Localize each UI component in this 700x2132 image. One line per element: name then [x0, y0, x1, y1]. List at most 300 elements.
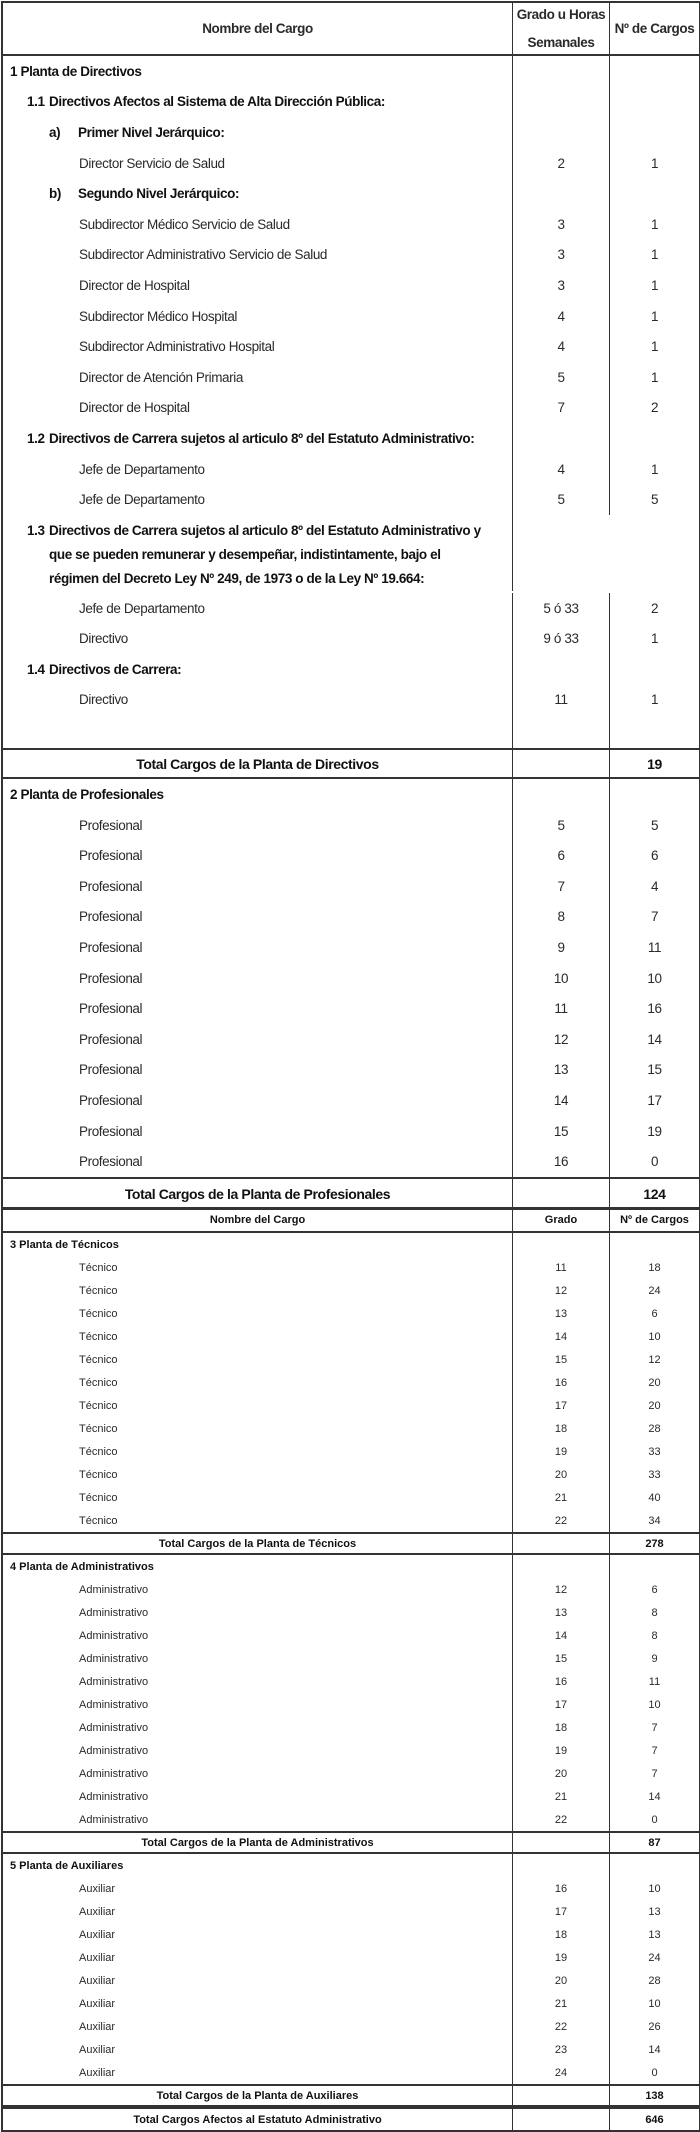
grado-value: 11 [555, 1261, 567, 1274]
grado-cell [513, 1463, 610, 1486]
cargo-cell [3, 331, 513, 362]
grado-cell [513, 1509, 610, 1532]
cargo-cell [3, 2038, 513, 2061]
count-value: 4 [650, 878, 659, 894]
cargo-cell [3, 715, 513, 748]
grado-cell [513, 240, 610, 271]
count-cell [610, 1085, 699, 1116]
grado-value: 9 [557, 940, 565, 956]
table-row [3, 2038, 699, 2061]
count-cell [610, 1946, 699, 1969]
total-count: 124 [643, 1185, 666, 1202]
total-count: 138 [645, 2089, 664, 2102]
count-value: 6 [650, 848, 659, 864]
count-value: 0 [651, 1813, 658, 1826]
cargo-cell [3, 1371, 513, 1394]
cargo-cell [3, 1146, 513, 1177]
grado-value: 10 [553, 970, 569, 986]
level-marker: b) [49, 186, 61, 202]
count-cell [610, 593, 699, 624]
table-row [3, 963, 699, 994]
grado-cell [513, 993, 610, 1024]
total-label: Total Cargos Afectos al Estatuto Administrativo [133, 2113, 382, 2126]
cargo-cell [3, 1116, 513, 1147]
multi-row [3, 515, 699, 593]
grado-cell [513, 1279, 610, 1302]
cargo-name: Directivo [79, 631, 128, 647]
count-cell [610, 454, 699, 485]
count-value: 1 [650, 369, 659, 385]
cargo-name: Administrativo [79, 1606, 149, 1619]
grado-value: 22 [554, 2020, 568, 2033]
cargo-name: Profesional [79, 1001, 143, 1017]
count-cell [610, 1348, 699, 1371]
grado-cell [513, 1085, 610, 1116]
count-value: 1 [650, 461, 659, 477]
count-cell [610, 1739, 699, 1762]
grado-cell [513, 1854, 610, 1877]
count-value: 14 [648, 1790, 661, 1803]
grado-value: 14 [554, 1330, 568, 1343]
cargo-cell [3, 2109, 513, 2130]
cargo-cell [3, 1509, 513, 1532]
section-title: 3 Planta de Técnicos [10, 1238, 119, 1251]
table-row [3, 840, 699, 871]
total-count: 19 [647, 755, 662, 772]
cargo-name: Técnico [79, 1284, 118, 1297]
grado-value: 17 [554, 1698, 568, 1711]
count-value: 2 [650, 600, 659, 616]
cargo-name: Técnico [79, 1422, 118, 1435]
table-row [3, 484, 699, 515]
table-row [3, 1647, 699, 1670]
table-row [3, 1762, 699, 1785]
cargo-cell [3, 1762, 513, 1785]
cargo-cell [3, 301, 513, 332]
count-cell [610, 779, 699, 810]
count-value: 1 [650, 277, 659, 293]
grado-cell [513, 624, 610, 655]
subsection-title: Directivos de Carrera sujetos al articulo 8º del Estatuto Administrativo: [49, 430, 475, 446]
cargo-cell [3, 2061, 513, 2084]
grado-value: 15 [554, 1353, 568, 1366]
grado-cell [513, 2086, 610, 2105]
cargo-cell [3, 1670, 513, 1693]
count-cell [610, 1302, 699, 1325]
grado-cell [513, 1534, 610, 1553]
count-value: 1 [650, 692, 659, 708]
cargo-cell [3, 1647, 513, 1670]
grado-cell [513, 117, 610, 148]
grado-value: 16 [554, 1675, 568, 1688]
cargo-cell [3, 1992, 513, 2015]
grado-cell [513, 932, 610, 963]
grado-value: 13 [554, 1606, 568, 1619]
cargo-cell [3, 902, 513, 933]
table-row [3, 871, 699, 902]
grado-value: 2 [557, 155, 565, 171]
cargo-name: Administrativo [79, 1583, 149, 1596]
table-header [3, 1209, 699, 1233]
count-value: 33 [648, 1445, 661, 1458]
count-cell [610, 393, 699, 424]
cargo-name: Administrativo [79, 1652, 149, 1665]
cargo-name: Técnico [79, 1353, 118, 1366]
grado-value: 20 [554, 1468, 568, 1481]
count-value: 40 [648, 1491, 661, 1504]
count-cell [610, 270, 699, 301]
count-value: 20 [648, 1399, 661, 1412]
cargo-name: Técnico [79, 1376, 118, 1389]
cargo-name: Administrativo [79, 1790, 149, 1803]
count-cell [610, 1992, 699, 2015]
grado-cell [513, 87, 610, 118]
cargo-cell [3, 484, 513, 515]
table-row [3, 1992, 699, 2015]
grado-cell [513, 1055, 610, 1086]
grado-cell [513, 1946, 610, 1969]
table-row [3, 1877, 699, 1900]
cargo-name: Jefe de Departamento [79, 461, 205, 477]
cargo-cell [3, 593, 513, 624]
grado-cell [513, 593, 610, 624]
table-row [3, 1024, 699, 1055]
cargo-cell [3, 1179, 513, 1208]
cargo-cell [3, 56, 513, 87]
count-value: 7 [650, 909, 659, 925]
count-value: 14 [648, 2043, 661, 2056]
grado-value: 8 [557, 909, 565, 925]
table-row [3, 240, 699, 271]
table-row [3, 1055, 699, 1086]
table-body [3, 1233, 699, 2130]
grado-value: 9 ó 33 [543, 631, 579, 647]
count-value: 19 [647, 1123, 662, 1139]
table-row [3, 1371, 699, 1394]
cargo-name: Auxiliar [79, 1928, 116, 1941]
grado-cell [513, 1992, 610, 2015]
cargo-name: Técnico [79, 1330, 118, 1343]
cargo-cell [3, 963, 513, 994]
cargo-name: Técnico [79, 1307, 118, 1320]
table-row [3, 1146, 699, 1177]
count-value: 34 [648, 1514, 661, 1527]
cargo-name: Técnico [79, 1514, 118, 1527]
grado-cell [513, 301, 610, 332]
cargo-name: Jefe de Departamento [79, 492, 205, 508]
grado-cell [513, 1302, 610, 1325]
table-row [3, 2061, 699, 2084]
count-value: 10 [648, 1330, 661, 1343]
grado-cell [513, 1693, 610, 1716]
cargo-name: Auxiliar [79, 1882, 116, 1895]
cargo-name: Profesional [79, 1062, 143, 1078]
grado-cell [513, 1256, 610, 1279]
table-row [3, 301, 699, 332]
total-label: Total Cargos de la Planta de Directivos [136, 755, 379, 772]
table-row [3, 993, 699, 1024]
total-label: Total Cargos de la Planta de Profesionales [124, 1185, 391, 1202]
grado-cell [513, 1833, 610, 1852]
grado-cell [513, 1486, 610, 1509]
cargo-cell [3, 87, 513, 118]
grado-value: 13 [554, 1307, 568, 1320]
grado-cell [513, 423, 610, 454]
cargo-cell [3, 1739, 513, 1762]
table-row [3, 1279, 699, 1302]
grado-cell [513, 750, 610, 777]
cargo-cell [3, 810, 513, 841]
table-row [3, 1486, 699, 1509]
cargo-cell [3, 148, 513, 179]
cargo-cell [3, 654, 513, 685]
table-row [3, 393, 699, 424]
total-row [3, 1831, 699, 1854]
level-row [3, 117, 699, 148]
grado-value: 3 [557, 277, 565, 293]
grado-value: 15 [554, 1652, 568, 1665]
grado-value: 21 [554, 1790, 568, 1803]
cargo-cell [3, 423, 513, 454]
table-row [3, 1348, 699, 1371]
grado-cell [513, 840, 610, 871]
grado-value: 4 [557, 339, 565, 355]
grado-cell [513, 393, 610, 424]
table-row [3, 270, 699, 301]
cargo-cell [3, 840, 513, 871]
cargo-cell [3, 685, 513, 716]
count-cell [610, 840, 699, 871]
cargo-name: Profesional [79, 1154, 143, 1170]
table-row [3, 148, 699, 179]
cargo-cell [3, 1325, 513, 1348]
count-value: 7 [651, 1744, 658, 1757]
table-row [3, 902, 699, 933]
count-cell [610, 1555, 699, 1578]
cargo-name: Director de Hospital [79, 277, 190, 293]
level-title: Primer Nivel Jerárquico: [78, 124, 225, 140]
count-cell [610, 1233, 699, 1256]
cargo-cell [3, 1900, 513, 1923]
section-row [3, 1555, 699, 1578]
count-value: 28 [648, 1422, 661, 1435]
count-value: 6 [651, 1307, 658, 1320]
cargo-cell [3, 1808, 513, 1831]
table-row [3, 1739, 699, 1762]
grado-value: 11 [554, 692, 568, 708]
count-cell [610, 902, 699, 933]
cargo-name: Jefe de Departamento [79, 600, 205, 616]
count-cell [610, 56, 699, 87]
grado-value: 13 [553, 1062, 569, 1078]
grado-value: 21 [554, 1997, 568, 2010]
grado-cell [513, 1233, 610, 1256]
cargo-cell [3, 1348, 513, 1371]
count-cell [610, 1279, 699, 1302]
subsection-number: 1.2 [27, 430, 45, 446]
section-row [3, 1854, 699, 1877]
count-value: 7 [651, 1721, 658, 1734]
count-value: 17 [647, 1093, 662, 1109]
cargo-cell [3, 178, 513, 209]
table-row [3, 1440, 699, 1463]
header-nombre-cargo: Nombre del Cargo [3, 1209, 513, 1231]
grado-value: 22 [554, 1813, 568, 1826]
cargo-name: Administrativo [79, 1767, 149, 1780]
grado-cell [513, 1394, 610, 1417]
cargo-cell [3, 1256, 513, 1279]
grado-cell [513, 1024, 610, 1055]
grado-cell [513, 1325, 610, 1348]
grado-value: 5 [557, 817, 565, 833]
total-count: 87 [648, 1836, 661, 1849]
count-value: 10 [648, 1698, 661, 1711]
grado-cell [513, 1739, 610, 1762]
cargo-cell [3, 1534, 513, 1553]
grado-value: 20 [554, 1767, 568, 1780]
grado-value: 16 [554, 1882, 568, 1895]
table-row [3, 685, 699, 716]
table-row [3, 1923, 699, 1946]
count-value: 10 [648, 1997, 661, 2010]
count-cell [610, 1854, 699, 1877]
grado-value: 18 [554, 1928, 568, 1941]
cargo-name: Auxiliar [79, 1951, 116, 1964]
grado-cell [513, 685, 610, 716]
cargo-cell [3, 624, 513, 655]
grado-cell [513, 1877, 610, 1900]
cargo-cell [3, 1463, 513, 1486]
blank-row [3, 715, 699, 748]
table-row [3, 810, 699, 841]
count-cell [610, 209, 699, 240]
cargo-name: Profesional [79, 848, 143, 864]
grado-cell [513, 1371, 610, 1394]
grado-value: 20 [554, 1974, 568, 1987]
grado-value: 23 [554, 2043, 568, 2056]
count-cell [610, 2109, 699, 2130]
count-cell [610, 117, 699, 148]
total-label: Total Cargos de la Planta de Técnicos [158, 1537, 357, 1550]
cargo-cell [3, 1854, 513, 1877]
table-row [3, 1256, 699, 1279]
grado-cell [513, 1969, 610, 1992]
header-grado-line1: Grado u Horas [516, 6, 606, 22]
cargo-name: Profesional [79, 1031, 143, 1047]
cargo-name: Administrativo [79, 1698, 149, 1711]
subsection-number: 1.1 [27, 94, 45, 110]
grado-cell [513, 871, 610, 902]
grado-cell [513, 1808, 610, 1831]
count-cell [610, 685, 699, 716]
count-cell [610, 362, 699, 393]
grado-cell [513, 654, 610, 685]
table-row [3, 1785, 699, 1808]
count-cell [610, 240, 699, 271]
section-row [3, 1233, 699, 1256]
count-cell [610, 1647, 699, 1670]
table-row [3, 1394, 699, 1417]
table-row [3, 1716, 699, 1739]
grado-value: 11 [554, 1001, 568, 1017]
count-cell [610, 1371, 699, 1394]
cargo-cell [3, 117, 513, 148]
section-title: 4 Planta de Administrativos [10, 1560, 154, 1573]
subsection-title: Directivos Afectos al Sistema de Alta Dirección Pública: [49, 94, 385, 110]
count-value: 1 [650, 247, 659, 263]
grado-cell [513, 2038, 610, 2061]
count-cell [610, 654, 699, 685]
grado-value: 6 [557, 848, 565, 864]
cargo-name: Auxiliar [79, 1974, 116, 1987]
count-cell [610, 1116, 699, 1147]
count-cell [610, 871, 699, 902]
table-row [3, 454, 699, 485]
section-row [3, 779, 699, 810]
count-cell [610, 87, 699, 118]
grado-value: 16 [553, 1154, 569, 1170]
cargo-cell [3, 515, 513, 591]
table-row [3, 1325, 699, 1348]
count-cell [610, 301, 699, 332]
grado-value: 5 [557, 369, 565, 385]
count-value: 1 [650, 339, 659, 355]
count-value: 15 [647, 1062, 662, 1078]
grado-cell [513, 362, 610, 393]
header-num-cargos: Nº de Cargos [614, 21, 695, 36]
cargo-name: Director Servicio de Salud [79, 155, 225, 171]
count-cell [610, 1762, 699, 1785]
section-row [3, 56, 699, 87]
cargo-cell [3, 1024, 513, 1055]
count-value: 1 [650, 155, 659, 171]
cargo-name: Técnico [79, 1399, 118, 1412]
count-value: 1 [650, 631, 659, 647]
count-value: 10 [648, 1882, 661, 1895]
count-cell [610, 1877, 699, 1900]
cargo-name: Profesional [79, 940, 143, 956]
count-value: 13 [648, 1928, 661, 1941]
cargo-name: Auxiliar [79, 2020, 116, 2033]
cargo-cell [3, 240, 513, 271]
table-row [3, 1808, 699, 1831]
cargo-cell [3, 2086, 513, 2105]
count-cell [610, 1808, 699, 1831]
grado-value: 12 [553, 1031, 569, 1047]
grado-value: 16 [554, 1376, 568, 1389]
grado-value: 19 [554, 1744, 568, 1757]
count-value: 14 [647, 1031, 662, 1047]
cargo-name: Auxiliar [79, 2043, 116, 2056]
count-value: 1 [650, 216, 659, 232]
cargo-cell [3, 1394, 513, 1417]
grado-cell [513, 1923, 610, 1946]
table-row [3, 932, 699, 963]
count-cell [610, 1394, 699, 1417]
cargo-name: Técnico [79, 1261, 118, 1274]
cargo-name: Profesional [79, 1123, 143, 1139]
grado-cell [513, 1647, 610, 1670]
cargo-cell [3, 362, 513, 393]
grado-value: 17 [554, 1905, 568, 1918]
header-grado [513, 3, 610, 54]
count-cell [610, 1509, 699, 1532]
grado-cell [513, 454, 610, 485]
sub-row [3, 423, 699, 454]
header-grado-line2: Semanales [527, 34, 595, 50]
grado-cell [513, 1762, 610, 1785]
section-title: 2 Planta de Profesionales [10, 787, 164, 803]
